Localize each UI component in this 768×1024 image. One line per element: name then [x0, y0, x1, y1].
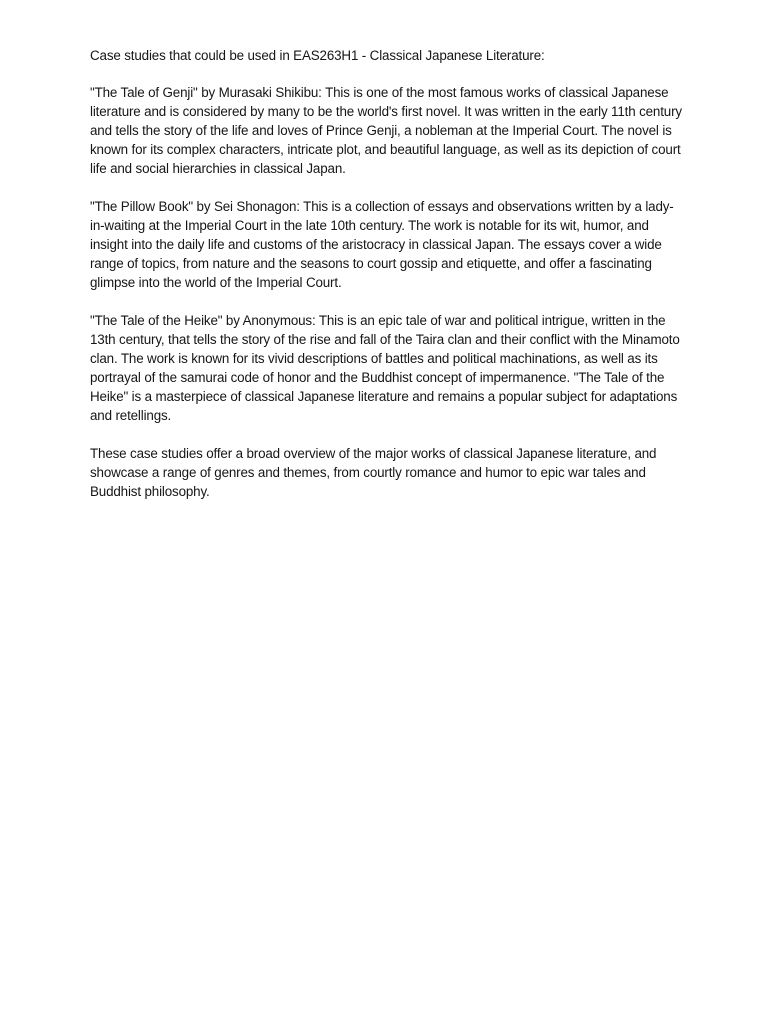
- paragraph-tale-of-the-heike: "The Tale of the Heike" by Anonymous: This is an epic tale of war and political intrigue, written in the 13th century, that tells the story of the rise and fall of the Taira clan and their conflict with the Minamoto clan. The work is known for its vivid descriptions of battles and political machinations, as well as its portrayal of the samurai code of honor and the Buddhist concept of impermanence. "The Tale of the Heike" is a masterpiece of classical Japanese literature and remains a popular subject for adaptations and retellings.: [90, 313, 680, 423]
- document-body: [90, 46, 688, 520]
- paragraph-conclusion: These case studies offer a broad overview of the major works of classical Japanese literature, and showcase a range of genres and themes, from courtly romance and humor to epic war tales and Buddhist philosophy.: [90, 446, 657, 499]
- paragraph-tale-of-genji: "The Tale of Genji" by Murasaki Shikibu: This is one of the most famous works of classical Japanese literature and is considered by many to be the world's first novel. It was written in the early 11th century and tells the story of the life and loves of Prince Genji, a nobleman at the Imperial Court. The novel is known for its complex characters, intricate plot, and beautiful language, as well as its depiction of court life and social hierarchies in classical Japan.: [90, 85, 682, 176]
- paragraph-pillow-book: "The Pillow Book" by Sei Shonagon: This is a collection of essays and observations written by a lady-in-waiting at the Imperial Court in the late 10th century. The work is notable for its wit, humor, and insight into the daily life and customs of the aristocracy in classical Japan. The essays cover a wide range of topics, from nature and the seasons to court gossip and etiquette, and offer a fascinating glimpse into the world of the Imperial Court.: [90, 199, 674, 290]
- document-title: Case studies that could be used in EAS263H1 - Classical Japanese Literature:: [90, 48, 545, 63]
